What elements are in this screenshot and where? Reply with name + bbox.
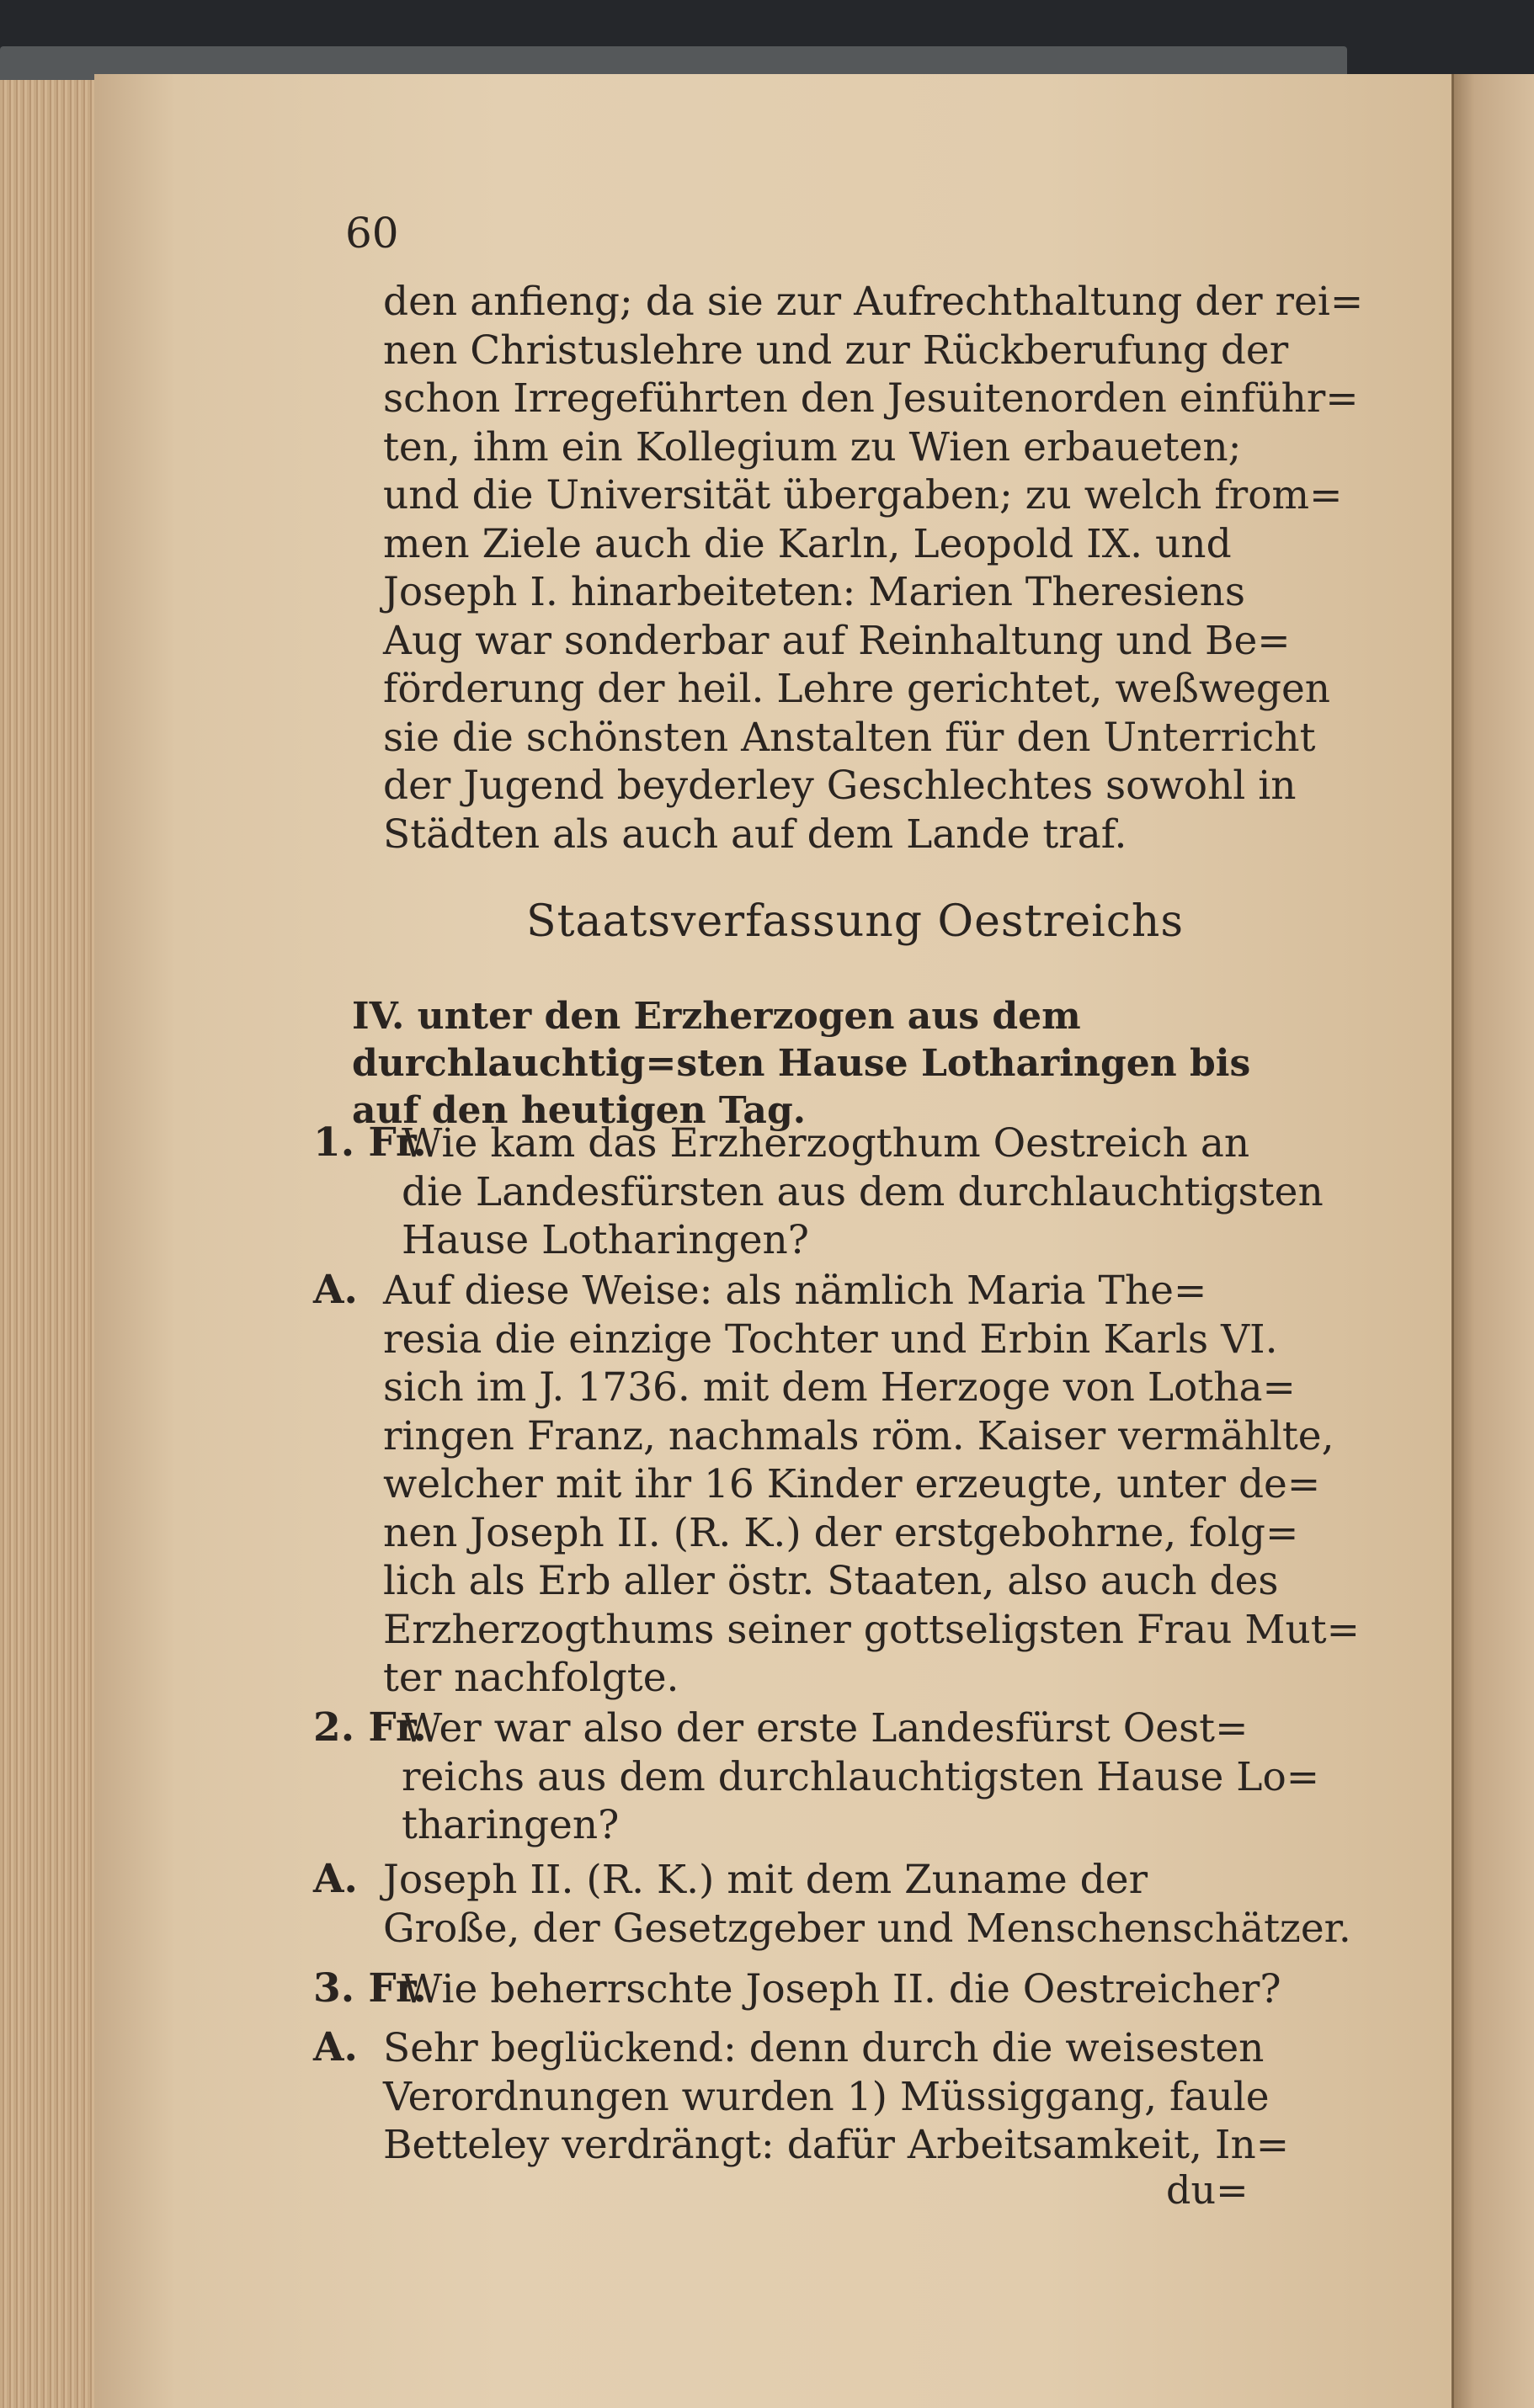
answer-3 bbox=[313, 2024, 1307, 2171]
text-line: Auf diese Weise: als nämlich Maria The= bbox=[383, 1268, 1207, 1314]
text-line: Große, der Gesetzgeber und Menschenschätzer. bbox=[383, 1905, 1351, 1952]
text-line: men Ziele auch die Karln, Leopold IX. und bbox=[383, 520, 1232, 567]
section-heading: Staatsverfassung Oestreichs bbox=[526, 896, 1185, 947]
text-line: den anfieng; da sie zur Aufrechthaltung der rei= bbox=[383, 279, 1364, 325]
qa-label: 1. Fr. bbox=[313, 1119, 427, 1166]
text-line: Wer war also der erste Landesfürst Oest= bbox=[402, 1705, 1249, 1752]
text-line: nen Joseph II. (R. K.) der erstgebohrne, folg= bbox=[383, 1509, 1299, 1556]
text-line: ter nachfolgte. bbox=[383, 1655, 679, 1701]
intro-paragraph bbox=[383, 278, 1364, 858]
catchword: du= bbox=[1166, 2167, 1249, 2213]
text-line: ten, ihm ein Kollegium zu Wien erbaueten; bbox=[383, 423, 1242, 470]
text-line: reichs aus dem durchlauchtigsten Hause Lo= bbox=[402, 1753, 1320, 1800]
text-line: sie die schönsten Anstalten für den Unterricht bbox=[383, 714, 1316, 761]
text-line: Erzherzogthums seiner gottseligsten Frau Mut= bbox=[383, 1606, 1360, 1653]
question-1 bbox=[313, 1119, 1324, 1271]
answer-2 bbox=[313, 1856, 1351, 1957]
text-line: resia die einzige Tochter und Erbin Karls VI. bbox=[383, 1316, 1278, 1363]
text-line: sich im J. 1736. mit dem Herzoge von Lotha= bbox=[383, 1364, 1296, 1411]
qa-label: A. bbox=[313, 1267, 358, 1313]
text-line: lich als Erb aller östr. Staaten, also auch des bbox=[383, 1558, 1279, 1604]
qa-label: 3. Fr. bbox=[313, 1965, 427, 2012]
text-line: und die Universität übergaben; zu welch from= bbox=[383, 472, 1343, 518]
facing-page-edge bbox=[1451, 74, 1534, 2408]
page-number: 60 bbox=[345, 209, 399, 258]
text-line: der Jugend beyderley Geschlechtes sowohl in bbox=[383, 763, 1297, 809]
text-line: Joseph I. hinarbeiteten: Marien Theresiens bbox=[383, 569, 1245, 615]
text-line: nen Christuslehre und zur Rückberufung der bbox=[383, 327, 1289, 374]
text-line: Städten als auch auf dem Lande traf. bbox=[383, 811, 1127, 858]
text-line: Wie kam das Erzherzogthum Oestreich an bbox=[402, 1120, 1250, 1167]
answer-1 bbox=[313, 1267, 1360, 1704]
qa-label: 2. Fr. bbox=[313, 1704, 427, 1751]
text-line: schon Irregeführten den Jesuitenorden einführ= bbox=[383, 375, 1359, 422]
text-line: die Landesfürsten aus dem durchlauchtigsten bbox=[402, 1168, 1324, 1215]
section-subheading: IV. unter den Erzherzogen aus dem durchlauchtig=sten Hause Lotharingen bis auf den heutigen Tag. bbox=[352, 995, 1251, 1132]
question-3 bbox=[313, 1965, 1307, 2016]
text-line: Joseph II. (R. K.) mit dem Zuname der bbox=[383, 1857, 1148, 1903]
text-line: Sehr beglückend: denn durch die weisesten bbox=[383, 2025, 1265, 2071]
qa-label: A. bbox=[313, 1856, 358, 1902]
text-line: Wie beherrschte Joseph II. die Oestreicher? bbox=[402, 1966, 1281, 2012]
qa-label: A. bbox=[313, 2024, 358, 2070]
text-line: ringen Franz, nachmals röm. Kaiser vermählte, bbox=[383, 1412, 1334, 1459]
question-2 bbox=[313, 1704, 1320, 1856]
text-line: Verordnungen wurden 1) Müssiggang, faule bbox=[383, 2073, 1270, 2120]
text-line: tharingen? bbox=[402, 1802, 620, 1848]
text-line: Hause Lotharingen? bbox=[402, 1217, 809, 1263]
text-line: Aug war sonderbar auf Reinhaltung und Be= bbox=[383, 617, 1291, 664]
text-line: welcher mit ihr 16 Kinder erzeugte, unter de= bbox=[383, 1461, 1321, 1507]
page-stack-edge bbox=[0, 80, 101, 2408]
text-line: Betteley verdrängt: dafür Arbeitsamkeit, In= bbox=[383, 2122, 1290, 2168]
text-line: förderung der heil. Lehre gerichtet, weßwegen bbox=[383, 666, 1331, 712]
